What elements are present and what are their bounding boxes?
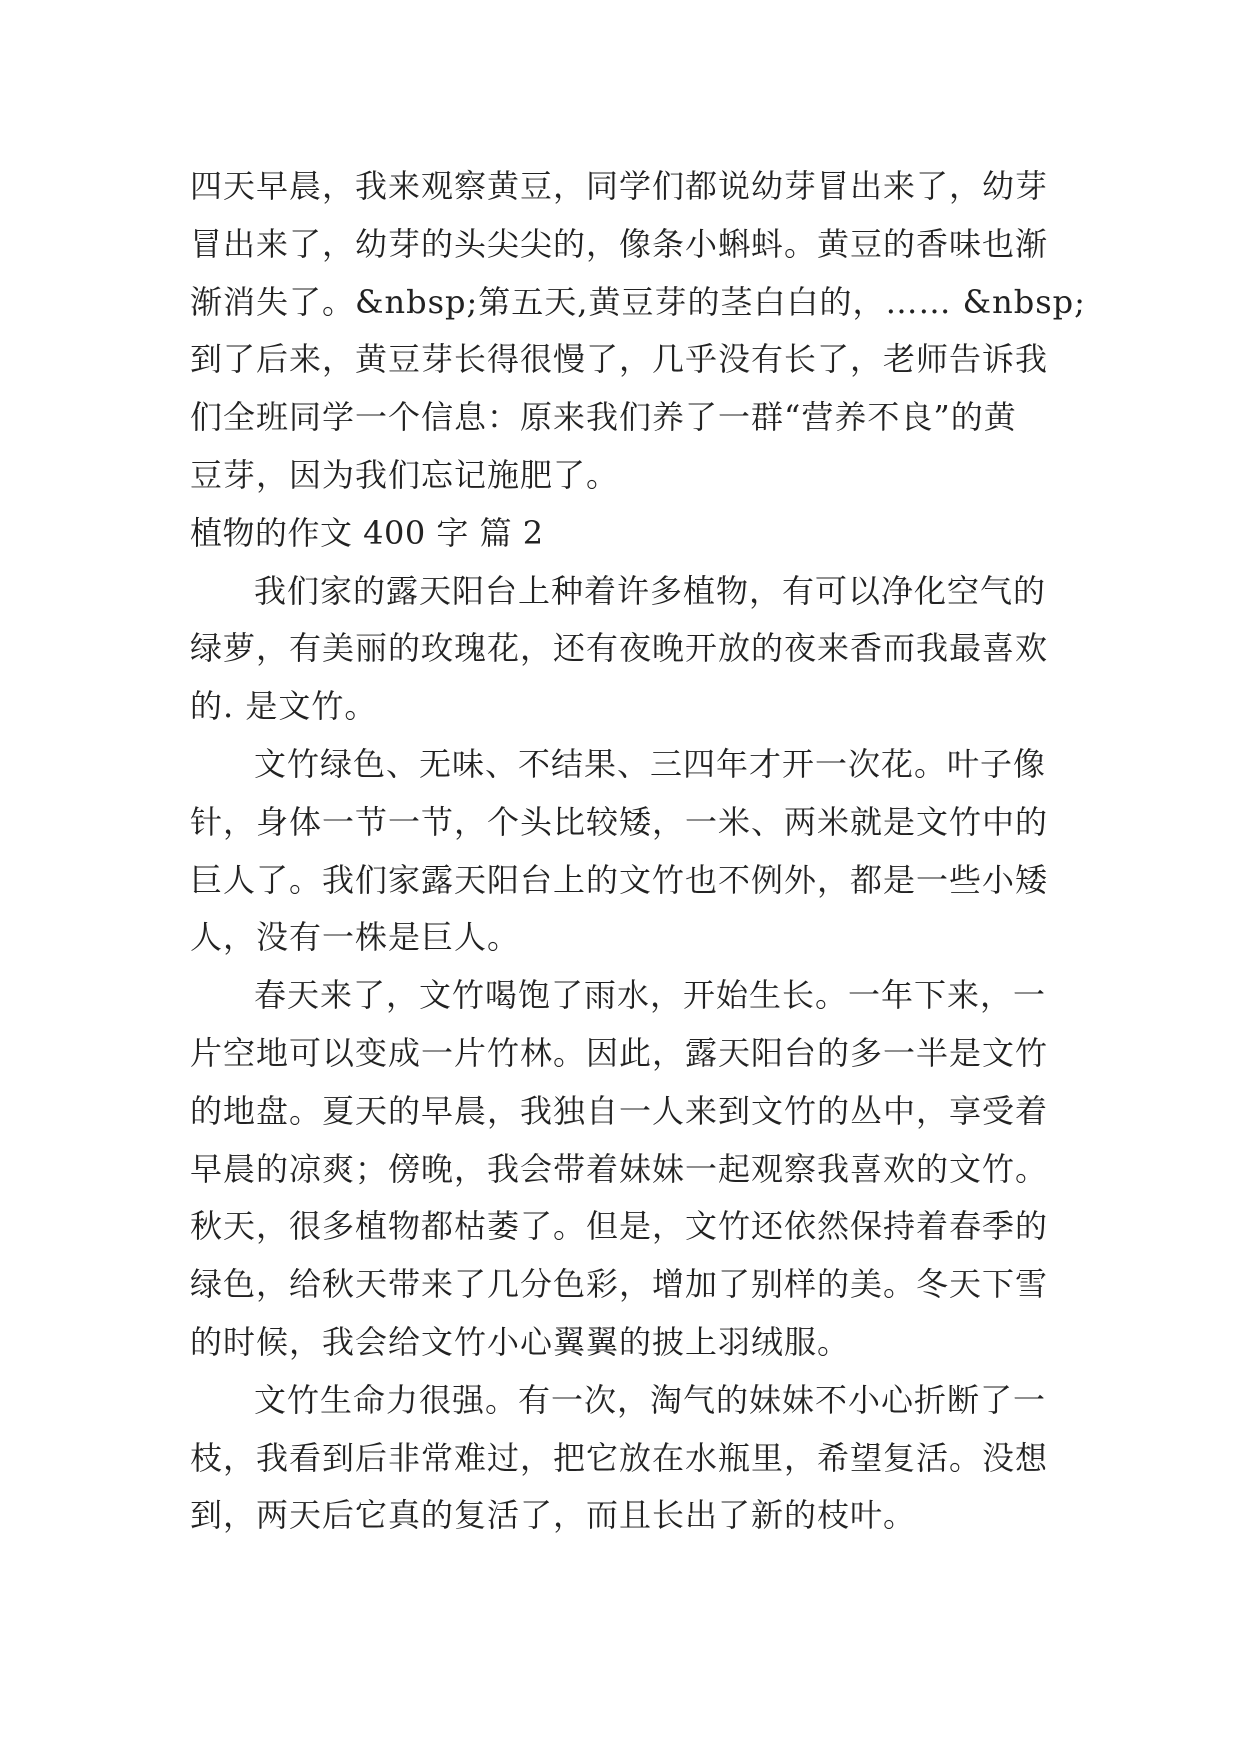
paragraph	[190, 967, 1070, 1372]
paragraph	[190, 1372, 1070, 1545]
document-body	[190, 158, 1086, 1545]
text-line: 四天早晨，我来观察黄豆，同学们都说幼芽冒出来了，幼芽	[190, 167, 1049, 205]
text-line: 的地盘。夏天的早晨，我独自一人来到文竹的丛中，享受着	[190, 1091, 1049, 1130]
text-line: 人，没有一株是巨人。	[190, 918, 521, 957]
paragraph	[190, 736, 1070, 967]
text-line: 们全班同学一个信息：原来我们养了一群“营养不良”的黄	[190, 398, 1017, 437]
text-line: 秋天，很多植物都枯萎了。但是，文竹还依然保持着春季的	[190, 1207, 1049, 1246]
text-line: 针，身体一节一节，个头比较矮，一米、两米就是文竹中的	[190, 802, 1049, 841]
text-line: 到了后来，黄豆芽长得很慢了，几乎没有长了，老师告诉我	[190, 340, 1049, 379]
text-line: 春天来了，文竹喝饱了雨水，开始生长。一年下来，一	[254, 976, 1047, 1015]
section-heading: 植物的作文 400 字 篇 2	[190, 513, 544, 552]
text-line: 枝，我看到后非常难过，把它放在水瓶里，希望复活。没想	[190, 1438, 1049, 1477]
text-line: 绿萝，有美丽的玫瑰花，还有夜晚开放的夜来香而我最喜欢	[190, 629, 1049, 668]
text-line: 我们家的露天阳台上种着许多植物，有可以净化空气的	[254, 571, 1047, 610]
continuation-paragraph	[190, 158, 1086, 505]
text-line: 巨人了。我们家露天阳台上的文竹也不例外，都是一些小矮	[190, 860, 1049, 899]
text-line: 绿色，给秋天带来了几分色彩，增加了别样的美。冬天下雪	[190, 1265, 1049, 1304]
text-line: 到，两天后它真的复活了，而且长出了新的枝叶。	[190, 1496, 917, 1535]
text-line: 冒出来了，幼芽的头尖尖的，像条小蝌蚪。黄豆的香味也渐	[190, 224, 1049, 263]
text-line: 渐消失了。&nbsp;第五天,黄豆芽的茎白白的，…… &nbsp;	[190, 282, 1086, 321]
text-line: 的. 是文竹。	[190, 687, 378, 726]
text-line: 文竹生命力很强。有一次，淘气的妹妹不小心折断了一	[254, 1380, 1047, 1419]
text-line: 早晨的凉爽；傍晚，我会带着妹妹一起观察我喜欢的文竹。	[190, 1149, 1049, 1188]
text-line: 文竹绿色、无味、不结果、三四年才开一次花。叶子像	[254, 744, 1047, 783]
paragraph	[190, 563, 1070, 736]
text-line: 的时候，我会给文竹小心翼翼的披上羽绒服。	[190, 1322, 851, 1361]
text-line: 豆芽，因为我们忘记施肥了。	[190, 455, 620, 494]
text-line: 片空地可以变成一片竹林。因此，露天阳台的多一半是文竹	[190, 1033, 1049, 1072]
